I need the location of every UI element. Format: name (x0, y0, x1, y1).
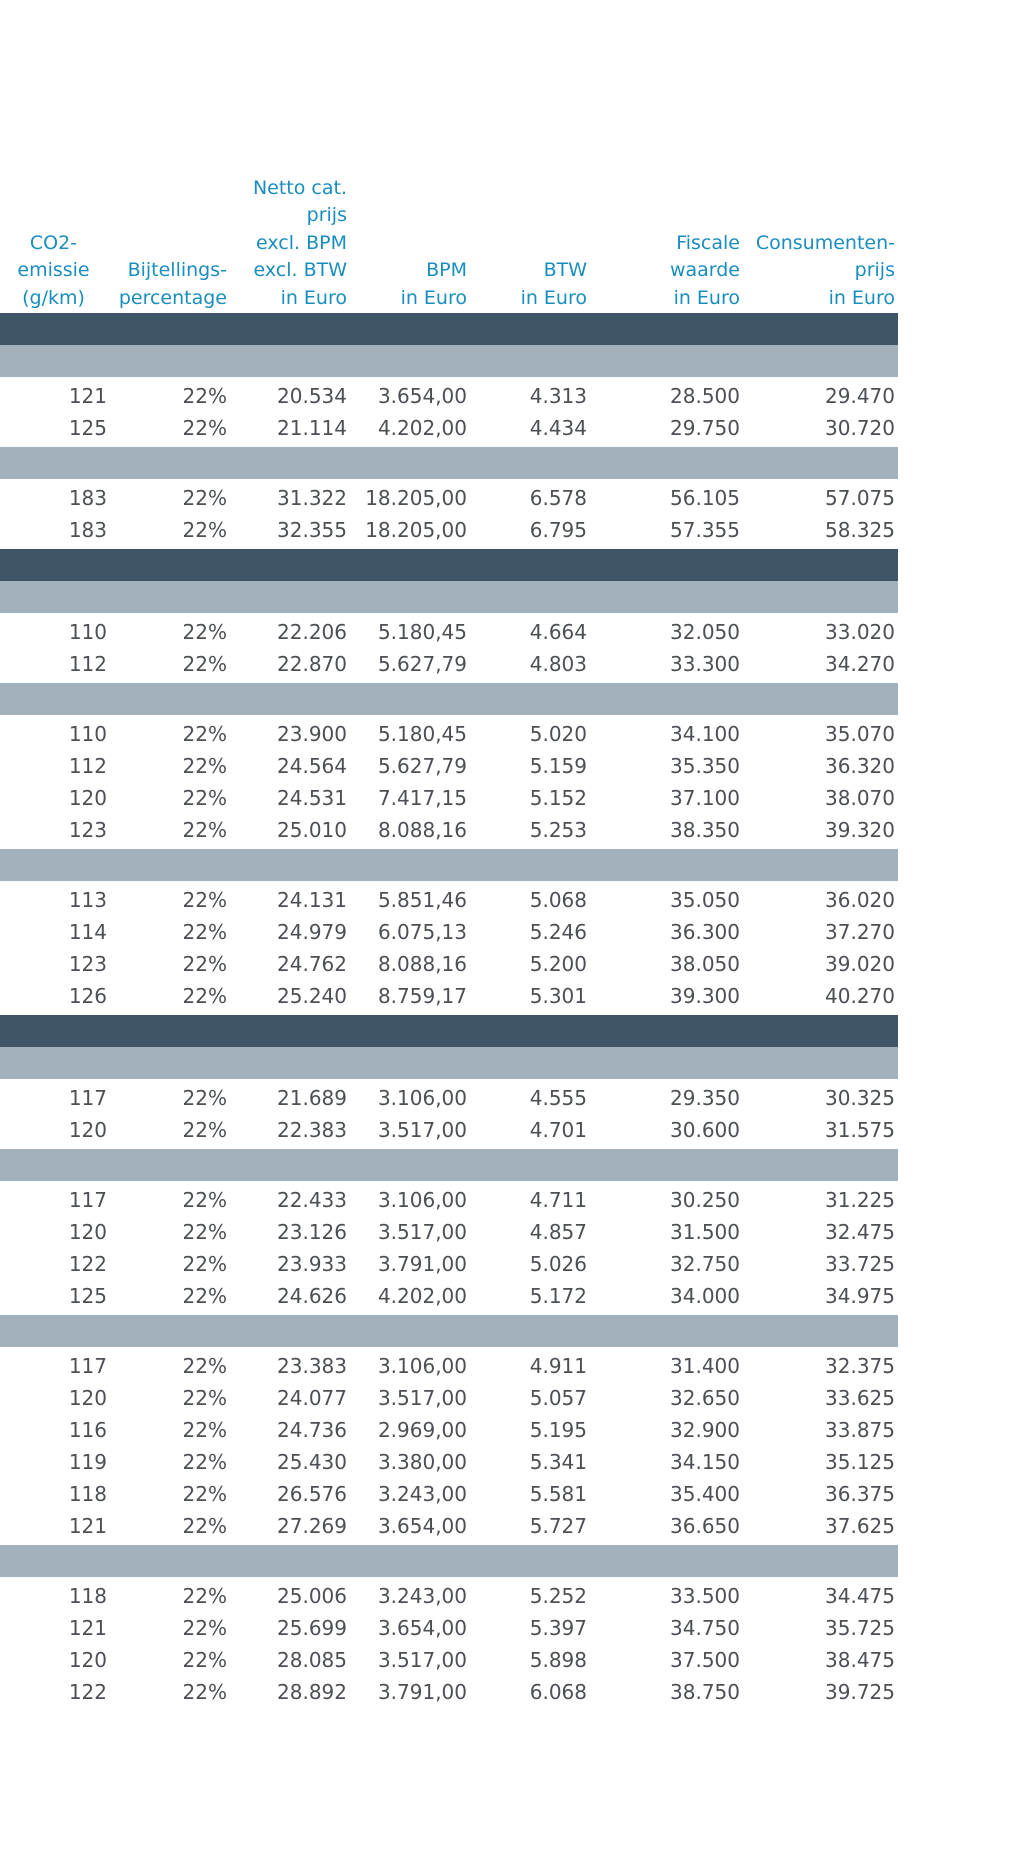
cell-bpm: 5.627,79 (377, 754, 467, 778)
cell-bpm: 5.627,79 (377, 652, 467, 676)
cell-bijtelling: 22% (182, 1584, 227, 1608)
cell-btw: 5.898 (529, 1648, 587, 1672)
cell-fiscale-waarde: 33.300 (670, 652, 740, 676)
cell-fiscale-waarde: 28.500 (670, 384, 740, 408)
cell-co2: 110 (68, 722, 107, 746)
cell-bpm: 4.202,00 (377, 416, 467, 440)
table-row (0, 380, 898, 412)
cell-bpm: 3.243,00 (377, 1482, 467, 1506)
cell-co2: 120 (68, 1220, 107, 1244)
cell-fiscale-waarde: 35.050 (670, 888, 740, 912)
table-row (0, 814, 898, 846)
cell-fiscale-waarde: 34.100 (670, 722, 740, 746)
section-band (0, 313, 898, 345)
cell-btw: 5.026 (529, 1252, 587, 1276)
header-btw: BTW in Euro (520, 259, 587, 309)
cell-bijtelling: 22% (182, 1514, 227, 1538)
table-row (0, 1612, 898, 1644)
cell-bijtelling: 22% (182, 1616, 227, 1640)
cell-bpm: 4.202,00 (377, 1284, 467, 1308)
cell-btw: 5.152 (529, 786, 587, 810)
cell-btw: 4.711 (529, 1188, 587, 1212)
cell-btw: 4.857 (529, 1220, 587, 1244)
cell-fiscale-waarde: 31.400 (670, 1354, 740, 1378)
cell-netto-prijs: 24.564 (277, 754, 347, 778)
cell-fiscale-waarde: 37.500 (670, 1648, 740, 1672)
group-band (0, 683, 898, 715)
cell-btw: 5.581 (529, 1482, 587, 1506)
group-band (0, 1315, 898, 1347)
cell-bijtelling: 22% (182, 486, 227, 510)
cell-netto-prijs: 28.085 (277, 1648, 347, 1672)
table-row (0, 1114, 898, 1146)
cell-bpm: 3.654,00 (377, 1514, 467, 1538)
group-band (0, 1545, 898, 1577)
cell-bpm: 8.759,17 (377, 984, 467, 1008)
cell-bpm: 3.517,00 (377, 1648, 467, 1672)
cell-fiscale-waarde: 29.350 (670, 1086, 740, 1110)
cell-fiscale-waarde: 35.350 (670, 754, 740, 778)
cell-co2: 117 (68, 1354, 107, 1378)
header-consumer-price: Consumenten- prijs in Euro (755, 231, 895, 309)
cell-bijtelling: 22% (182, 888, 227, 912)
cell-bpm: 5.851,46 (377, 888, 467, 912)
cell-bijtelling: 22% (182, 1680, 227, 1704)
table-row (0, 482, 898, 514)
cell-netto-prijs: 24.531 (277, 786, 347, 810)
cell-btw: 4.701 (529, 1118, 587, 1142)
cell-netto-prijs: 23.383 (277, 1354, 347, 1378)
cell-bijtelling: 22% (182, 1354, 227, 1378)
cell-bpm: 3.791,00 (377, 1252, 467, 1276)
cell-netto-prijs: 21.689 (277, 1086, 347, 1110)
cell-btw: 6.795 (529, 518, 587, 542)
cell-bpm: 3.106,00 (377, 1354, 467, 1378)
table-row (0, 916, 898, 948)
cell-consumentenprijs: 36.320 (825, 754, 895, 778)
cell-bpm: 18.205,00 (365, 486, 467, 510)
cell-netto-prijs: 25.010 (277, 818, 347, 842)
cell-consumentenprijs: 34.475 (825, 1584, 895, 1608)
cell-co2: 120 (68, 1648, 107, 1672)
cell-consumentenprijs: 33.020 (825, 620, 895, 644)
cell-btw: 5.200 (529, 952, 587, 976)
cell-bijtelling: 22% (182, 518, 227, 542)
cell-consumentenprijs: 39.020 (825, 952, 895, 976)
cell-fiscale-waarde: 34.750 (670, 1616, 740, 1640)
cell-co2: 121 (68, 1616, 107, 1640)
cell-btw: 5.195 (529, 1418, 587, 1442)
table-row (0, 1478, 898, 1510)
cell-btw: 5.057 (529, 1386, 587, 1410)
cell-consumentenprijs: 39.320 (825, 818, 895, 842)
cell-fiscale-waarde: 34.000 (670, 1284, 740, 1308)
cell-fiscale-waarde: 36.650 (670, 1514, 740, 1538)
table-row (0, 1580, 898, 1612)
table-row (0, 648, 898, 680)
table-row (0, 782, 898, 814)
cell-bijtelling: 22% (182, 1648, 227, 1672)
cell-netto-prijs: 22.870 (277, 652, 347, 676)
cell-netto-prijs: 31.322 (277, 486, 347, 510)
cell-netto-prijs: 24.131 (277, 888, 347, 912)
cell-bpm: 3.654,00 (377, 1616, 467, 1640)
cell-netto-prijs: 28.892 (277, 1680, 347, 1704)
cell-bijtelling: 22% (182, 1284, 227, 1308)
table-row (0, 1446, 898, 1478)
table-row (0, 1382, 898, 1414)
table-row (0, 1082, 898, 1114)
cell-consumentenprijs: 39.725 (825, 1680, 895, 1704)
cell-bijtelling: 22% (182, 786, 227, 810)
cell-bijtelling: 22% (182, 1252, 227, 1276)
cell-netto-prijs: 22.383 (277, 1118, 347, 1142)
cell-co2: 120 (68, 1386, 107, 1410)
cell-btw: 5.068 (529, 888, 587, 912)
cell-consumentenprijs: 40.270 (825, 984, 895, 1008)
cell-consumentenprijs: 36.020 (825, 888, 895, 912)
table-row (0, 514, 898, 546)
cell-consumentenprijs: 35.070 (825, 722, 895, 746)
cell-consumentenprijs: 36.375 (825, 1482, 895, 1506)
cell-btw: 5.252 (529, 1584, 587, 1608)
section-band (0, 549, 898, 581)
cell-netto-prijs: 25.240 (277, 984, 347, 1008)
cell-fiscale-waarde: 34.150 (670, 1450, 740, 1474)
group-band (0, 345, 898, 377)
table-row (0, 1644, 898, 1676)
cell-consumentenprijs: 29.470 (825, 384, 895, 408)
cell-btw: 5.727 (529, 1514, 587, 1538)
cell-fiscale-waarde: 38.350 (670, 818, 740, 842)
cell-co2: 183 (68, 518, 107, 542)
cell-co2: 117 (68, 1086, 107, 1110)
cell-co2: 113 (68, 888, 107, 912)
cell-bpm: 6.075,13 (377, 920, 467, 944)
table-row (0, 1184, 898, 1216)
table-row (0, 1248, 898, 1280)
cell-consumentenprijs: 32.475 (825, 1220, 895, 1244)
cell-bpm: 3.380,00 (377, 1450, 467, 1474)
table-body (0, 313, 898, 1711)
cell-netto-prijs: 24.077 (277, 1386, 347, 1410)
cell-btw: 4.664 (529, 620, 587, 644)
cell-netto-prijs: 23.900 (277, 722, 347, 746)
cell-btw: 5.159 (529, 754, 587, 778)
cell-fiscale-waarde: 56.105 (670, 486, 740, 510)
cell-consumentenprijs: 57.075 (825, 486, 895, 510)
cell-consumentenprijs: 31.575 (825, 1118, 895, 1142)
cell-netto-prijs: 24.762 (277, 952, 347, 976)
cell-co2: 122 (68, 1680, 107, 1704)
cell-co2: 117 (68, 1188, 107, 1212)
cell-fiscale-waarde: 38.750 (670, 1680, 740, 1704)
cell-bpm: 5.180,45 (377, 620, 467, 644)
cell-fiscale-waarde: 33.500 (670, 1584, 740, 1608)
cell-bijtelling: 22% (182, 1188, 227, 1212)
cell-btw: 5.301 (529, 984, 587, 1008)
cell-consumentenprijs: 33.875 (825, 1418, 895, 1442)
cell-co2: 118 (68, 1584, 107, 1608)
cell-bijtelling: 22% (182, 1386, 227, 1410)
table-row (0, 1280, 898, 1312)
cell-btw: 6.578 (529, 486, 587, 510)
header-bijtelling-percentage: Bijtellings- percentage (118, 259, 227, 309)
cell-netto-prijs: 25.699 (277, 1616, 347, 1640)
table-row (0, 884, 898, 916)
group-band (0, 849, 898, 881)
cell-consumentenprijs: 30.720 (825, 416, 895, 440)
table-row (0, 948, 898, 980)
cell-btw: 5.172 (529, 1284, 587, 1308)
cell-consumentenprijs: 35.125 (825, 1450, 895, 1474)
cell-bpm: 2.969,00 (377, 1418, 467, 1442)
cell-netto-prijs: 27.269 (277, 1514, 347, 1538)
table-row (0, 1350, 898, 1382)
cell-fiscale-waarde: 37.100 (670, 786, 740, 810)
cell-btw: 5.341 (529, 1450, 587, 1474)
group-band (0, 1047, 898, 1079)
table-row (0, 412, 898, 444)
cell-consumentenprijs: 38.475 (825, 1648, 895, 1672)
cell-netto-prijs: 25.006 (277, 1584, 347, 1608)
cell-bpm: 3.654,00 (377, 384, 467, 408)
cell-bijtelling: 22% (182, 384, 227, 408)
cell-co2: 114 (68, 920, 107, 944)
cell-bijtelling: 22% (182, 952, 227, 976)
cell-btw: 5.397 (529, 1616, 587, 1640)
cell-co2: 123 (68, 818, 107, 842)
cell-consumentenprijs: 33.725 (825, 1252, 895, 1276)
cell-bijtelling: 22% (182, 984, 227, 1008)
cell-fiscale-waarde: 32.750 (670, 1252, 740, 1276)
cell-bijtelling: 22% (182, 1220, 227, 1244)
cell-bpm: 3.791,00 (377, 1680, 467, 1704)
cell-co2: 121 (68, 1514, 107, 1538)
group-band (0, 1149, 898, 1181)
header-fiscal-value: Fiscale waarde in Euro (669, 231, 740, 309)
cell-co2: 120 (68, 786, 107, 810)
cell-btw: 5.020 (529, 722, 587, 746)
table-row (0, 718, 898, 750)
cell-btw: 4.911 (529, 1354, 587, 1378)
cell-consumentenprijs: 34.975 (825, 1284, 895, 1308)
cell-consumentenprijs: 32.375 (825, 1354, 895, 1378)
cell-bpm: 8.088,16 (377, 818, 467, 842)
cell-btw: 5.253 (529, 818, 587, 842)
cell-consumentenprijs: 37.625 (825, 1514, 895, 1538)
table-row (0, 1414, 898, 1446)
cell-consumentenprijs: 30.325 (825, 1086, 895, 1110)
cell-bpm: 8.088,16 (377, 952, 467, 976)
cell-btw: 6.068 (529, 1680, 587, 1704)
cell-bpm: 3.517,00 (377, 1118, 467, 1142)
cell-netto-prijs: 23.933 (277, 1252, 347, 1276)
cell-co2: 110 (68, 620, 107, 644)
cell-bijtelling: 22% (182, 1450, 227, 1474)
cell-bpm: 3.106,00 (377, 1086, 467, 1110)
cell-co2: 121 (68, 384, 107, 408)
cell-netto-prijs: 24.979 (277, 920, 347, 944)
cell-bpm: 3.243,00 (377, 1584, 467, 1608)
cell-bpm: 3.106,00 (377, 1188, 467, 1212)
cell-netto-prijs: 32.355 (277, 518, 347, 542)
cell-bpm: 7.417,15 (377, 786, 467, 810)
cell-fiscale-waarde: 57.355 (670, 518, 740, 542)
cell-btw: 4.434 (529, 416, 587, 440)
cell-consumentenprijs: 58.325 (825, 518, 895, 542)
cell-bijtelling: 22% (182, 818, 227, 842)
cell-netto-prijs: 22.206 (277, 620, 347, 644)
cell-fiscale-waarde: 36.300 (670, 920, 740, 944)
table-row (0, 616, 898, 648)
cell-netto-prijs: 26.576 (277, 1482, 347, 1506)
cell-bpm: 18.205,00 (365, 518, 467, 542)
cell-bijtelling: 22% (182, 722, 227, 746)
table-row (0, 1510, 898, 1542)
cell-bijtelling: 22% (182, 1086, 227, 1110)
header-net-catalog-price: Netto cat. prijs excl. BPM excl. BTW in Euro (252, 176, 347, 309)
cell-bijtelling: 22% (182, 620, 227, 644)
cell-netto-prijs: 25.430 (277, 1450, 347, 1474)
cell-netto-prijs: 23.126 (277, 1220, 347, 1244)
cell-fiscale-waarde: 39.300 (670, 984, 740, 1008)
cell-co2: 122 (68, 1252, 107, 1276)
cell-bijtelling: 22% (182, 754, 227, 778)
table-header (0, 176, 898, 312)
cell-co2: 118 (68, 1482, 107, 1506)
cell-btw: 5.246 (529, 920, 587, 944)
cell-btw: 4.803 (529, 652, 587, 676)
cell-bijtelling: 22% (182, 1418, 227, 1442)
cell-bijtelling: 22% (182, 1482, 227, 1506)
cell-co2: 125 (68, 1284, 107, 1308)
cell-co2: 183 (68, 486, 107, 510)
cell-bijtelling: 22% (182, 920, 227, 944)
cell-co2: 116 (68, 1418, 107, 1442)
cell-bijtelling: 22% (182, 416, 227, 440)
cell-bpm: 3.517,00 (377, 1386, 467, 1410)
cell-fiscale-waarde: 30.600 (670, 1118, 740, 1142)
cell-bpm: 5.180,45 (377, 722, 467, 746)
cell-co2: 112 (68, 652, 107, 676)
cell-bijtelling: 22% (182, 1118, 227, 1142)
header-bpm: BPM in Euro (400, 259, 467, 309)
cell-fiscale-waarde: 29.750 (670, 416, 740, 440)
cell-fiscale-waarde: 30.250 (670, 1188, 740, 1212)
cell-co2: 123 (68, 952, 107, 976)
section-band (0, 1015, 898, 1047)
cell-consumentenprijs: 38.070 (825, 786, 895, 810)
cell-fiscale-waarde: 32.900 (670, 1418, 740, 1442)
table-row (0, 750, 898, 782)
cell-netto-prijs: 24.736 (277, 1418, 347, 1442)
cell-fiscale-waarde: 38.050 (670, 952, 740, 976)
group-band (0, 581, 898, 613)
cell-bpm: 3.517,00 (377, 1220, 467, 1244)
cell-consumentenprijs: 35.725 (825, 1616, 895, 1640)
cell-fiscale-waarde: 31.500 (670, 1220, 740, 1244)
cell-fiscale-waarde: 32.050 (670, 620, 740, 644)
cell-netto-prijs: 20.534 (277, 384, 347, 408)
cell-consumentenprijs: 31.225 (825, 1188, 895, 1212)
cell-co2: 126 (68, 984, 107, 1008)
cell-consumentenprijs: 34.270 (825, 652, 895, 676)
cell-netto-prijs: 21.114 (277, 416, 347, 440)
header-co2-emission: CO2- emissie (g/km) (17, 231, 90, 309)
cell-co2: 120 (68, 1118, 107, 1142)
table-row (0, 1676, 898, 1708)
cell-co2: 125 (68, 416, 107, 440)
group-band (0, 447, 898, 479)
cell-fiscale-waarde: 35.400 (670, 1482, 740, 1506)
cell-bijtelling: 22% (182, 652, 227, 676)
cell-fiscale-waarde: 32.650 (670, 1386, 740, 1410)
cell-co2: 112 (68, 754, 107, 778)
cell-netto-prijs: 22.433 (277, 1188, 347, 1212)
table-row (0, 980, 898, 1012)
cell-btw: 4.555 (529, 1086, 587, 1110)
cell-consumentenprijs: 33.625 (825, 1386, 895, 1410)
cell-netto-prijs: 24.626 (277, 1284, 347, 1308)
cell-co2: 119 (68, 1450, 107, 1474)
table-row (0, 1216, 898, 1248)
cell-btw: 4.313 (529, 384, 587, 408)
cell-consumentenprijs: 37.270 (825, 920, 895, 944)
